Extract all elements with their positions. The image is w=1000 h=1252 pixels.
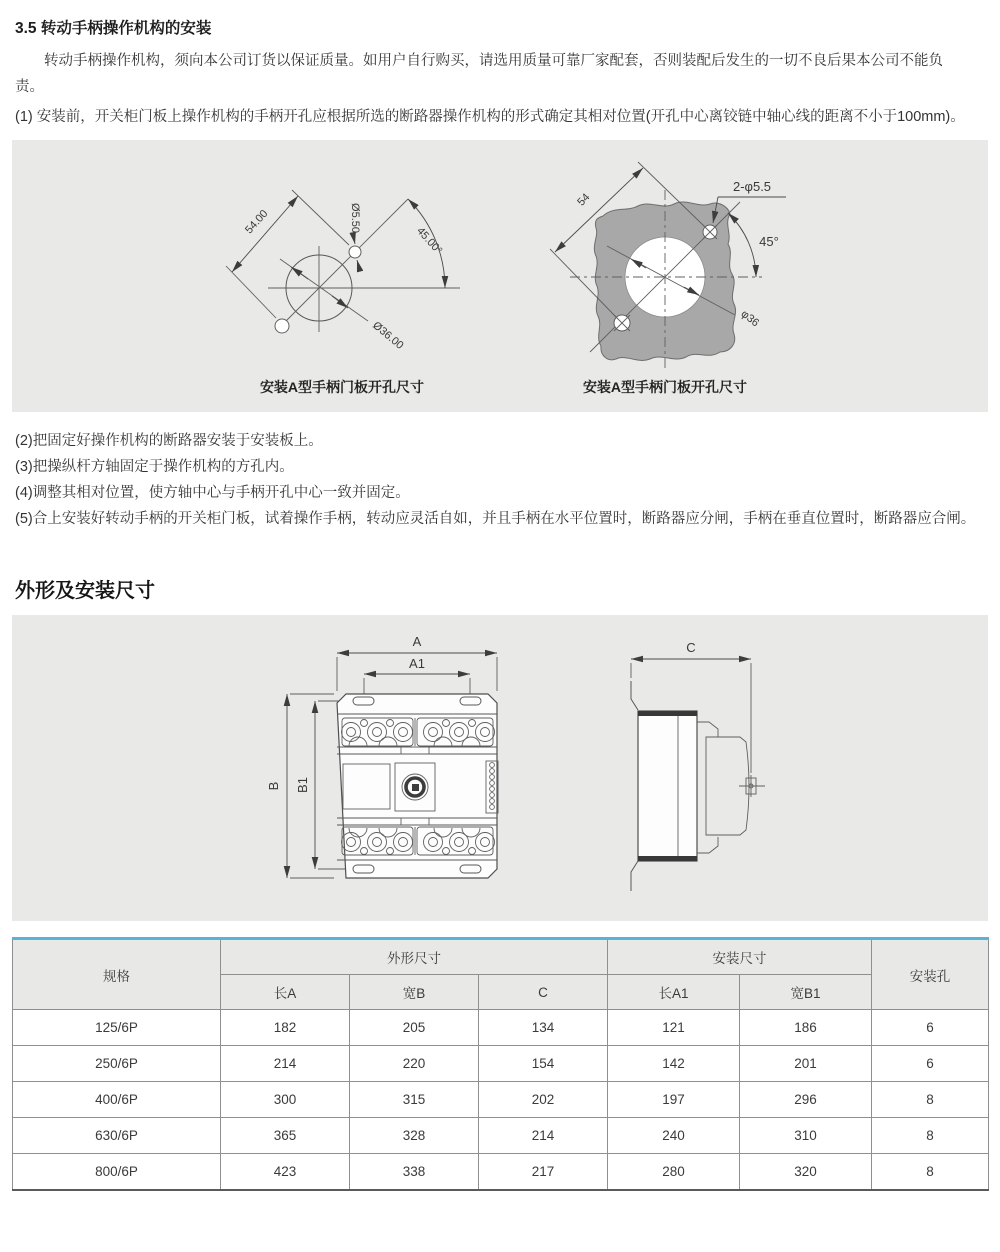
cell-spec: 630/6P <box>13 1118 221 1154</box>
outline-dimensions-heading: 外形及安装尺寸 <box>15 580 155 602</box>
col-header-width-b: 宽B <box>350 975 479 1010</box>
col-header-width-b1: 宽B1 <box>740 975 872 1010</box>
side-view-drawing <box>631 640 765 891</box>
install-step-1: (1) 安装前，开关柜门板上操作机构的手柄开孔应根据所选的断路器操作机构的形式确定其相对位置(开孔中心离铰链中轴心线的距离不小于100mm)。 <box>15 109 965 125</box>
dim-label-B: B <box>266 781 281 791</box>
dim-label-angle45: 45° <box>759 234 779 249</box>
col-group-outline: 外形尺寸 <box>221 939 608 975</box>
cell-a1: 280 <box>608 1154 740 1191</box>
table-row <box>13 1154 989 1191</box>
cell-holes: 8 <box>872 1082 989 1118</box>
dim-label-angle45: 45.00° <box>414 225 445 257</box>
dim-label-B1: B1 <box>295 777 310 793</box>
cell-spec: 250/6P <box>13 1046 221 1082</box>
pilot-hole <box>275 319 289 333</box>
drilling-diagram-panel <box>12 140 988 412</box>
col-header-c: C <box>479 975 608 1010</box>
drive-shaft <box>739 775 765 797</box>
col-header-spec: 规格 <box>13 939 221 1010</box>
cell-holes: 6 <box>872 1010 989 1046</box>
table-row <box>13 1118 989 1154</box>
cell-b1: 310 <box>740 1118 872 1154</box>
dimensions-table <box>12 937 989 1191</box>
dim-label-A1: A1 <box>409 656 425 671</box>
cell-b1: 186 <box>740 1010 872 1046</box>
table-row <box>13 1046 989 1082</box>
cell-b: 205 <box>350 1010 479 1046</box>
cell-c: 154 <box>479 1046 608 1082</box>
section-3-5-heading: 3.5 转动手柄操作机构的安装 <box>15 20 212 37</box>
cell-a1: 197 <box>608 1082 740 1118</box>
cell-a: 182 <box>221 1010 350 1046</box>
outline-drawing-panel <box>12 615 988 921</box>
drawing-caption: 安装A型手柄门板开孔尺寸 <box>259 379 425 395</box>
cell-spec: 800/6P <box>13 1154 221 1191</box>
cell-b: 220 <box>350 1046 479 1082</box>
mounting-bracket-bottom <box>631 861 638 891</box>
cell-a: 214 <box>221 1046 350 1082</box>
dim-label-54: 54.00 <box>243 207 271 237</box>
col-header-length-a: 长A <box>221 975 350 1010</box>
pilot-hole <box>349 246 361 258</box>
cell-a: 365 <box>221 1118 350 1154</box>
cell-a: 423 <box>221 1154 350 1191</box>
dim-label-dia36: Ø36.00 <box>370 319 406 352</box>
col-header-holes: 安装孔 <box>872 939 989 1010</box>
dim-label-54: 54 <box>575 191 593 209</box>
mounting-bracket-top <box>631 681 638 710</box>
dim-label-dia5-5: Ø5.50 <box>349 203 361 233</box>
dim-label-2-dia5-5: 2-φ5.5 <box>732 179 772 194</box>
install-step-5: (5)合上安装好转动手柄的开关柜门板，试着操作手柄，转动应灵活自如，并且手柄在水平位置时，断路器应分闸，手柄在垂直位置时，断路器应合闸。 <box>15 511 976 527</box>
cell-a: 300 <box>221 1082 350 1118</box>
cell-holes: 6 <box>872 1046 989 1082</box>
dim-label-dia36: φ36 <box>738 307 762 330</box>
cell-b1: 201 <box>740 1046 872 1082</box>
front-view-drawing <box>266 634 498 878</box>
cell-a1: 142 <box>608 1046 740 1082</box>
cell-a1: 121 <box>608 1010 740 1046</box>
install-steps <box>12 428 988 532</box>
cell-holes: 8 <box>872 1118 989 1154</box>
door-panel-drilling-drawings <box>12 140 988 412</box>
col-header-length-a1: 长A1 <box>608 975 740 1010</box>
cell-c: 134 <box>479 1010 608 1046</box>
device-body-side <box>638 711 697 861</box>
drill-diagram-plate <box>550 162 786 395</box>
outline-drawings <box>12 615 988 921</box>
drawing-caption: 安装A型手柄门板开孔尺寸 <box>582 379 748 395</box>
drill-diagram-line-art <box>226 190 460 395</box>
table-row <box>13 1082 989 1118</box>
cell-b: 338 <box>350 1154 479 1191</box>
table-header-row-groups <box>13 939 989 975</box>
cell-c: 214 <box>479 1118 608 1154</box>
square-shaft-hub <box>402 774 428 800</box>
col-group-mounting: 安装尺寸 <box>608 939 872 975</box>
cell-holes: 8 <box>872 1154 989 1191</box>
cell-b: 328 <box>350 1118 479 1154</box>
cell-a1: 240 <box>608 1118 740 1154</box>
install-step-4: (4)调整其相对位置，使方轴中心与手柄开孔中心一致并固定。 <box>15 485 410 501</box>
install-step-2: (2)把固定好操作机构的断路器安装于安装板上。 <box>15 433 323 449</box>
cell-spec: 400/6P <box>13 1082 221 1118</box>
table-row <box>13 1010 989 1046</box>
install-step-3: (3)把操纵杆方轴固定于操作机构的方孔内。 <box>15 459 294 475</box>
dim-label-C: C <box>686 640 696 655</box>
cell-b1: 320 <box>740 1154 872 1191</box>
cell-b: 315 <box>350 1082 479 1118</box>
cell-spec: 125/6P <box>13 1010 221 1046</box>
cell-c: 202 <box>479 1082 608 1118</box>
intro-paragraph: 转动手柄操作机构，须向本公司订货以保证质量。如用户自行购买，请选用质量可靠厂家配套，否则装配后发生的一切不良后果本公司不能负责。 <box>15 53 943 95</box>
dim-label-A: A <box>412 634 422 649</box>
cell-c: 217 <box>479 1154 608 1191</box>
cell-b1: 296 <box>740 1082 872 1118</box>
